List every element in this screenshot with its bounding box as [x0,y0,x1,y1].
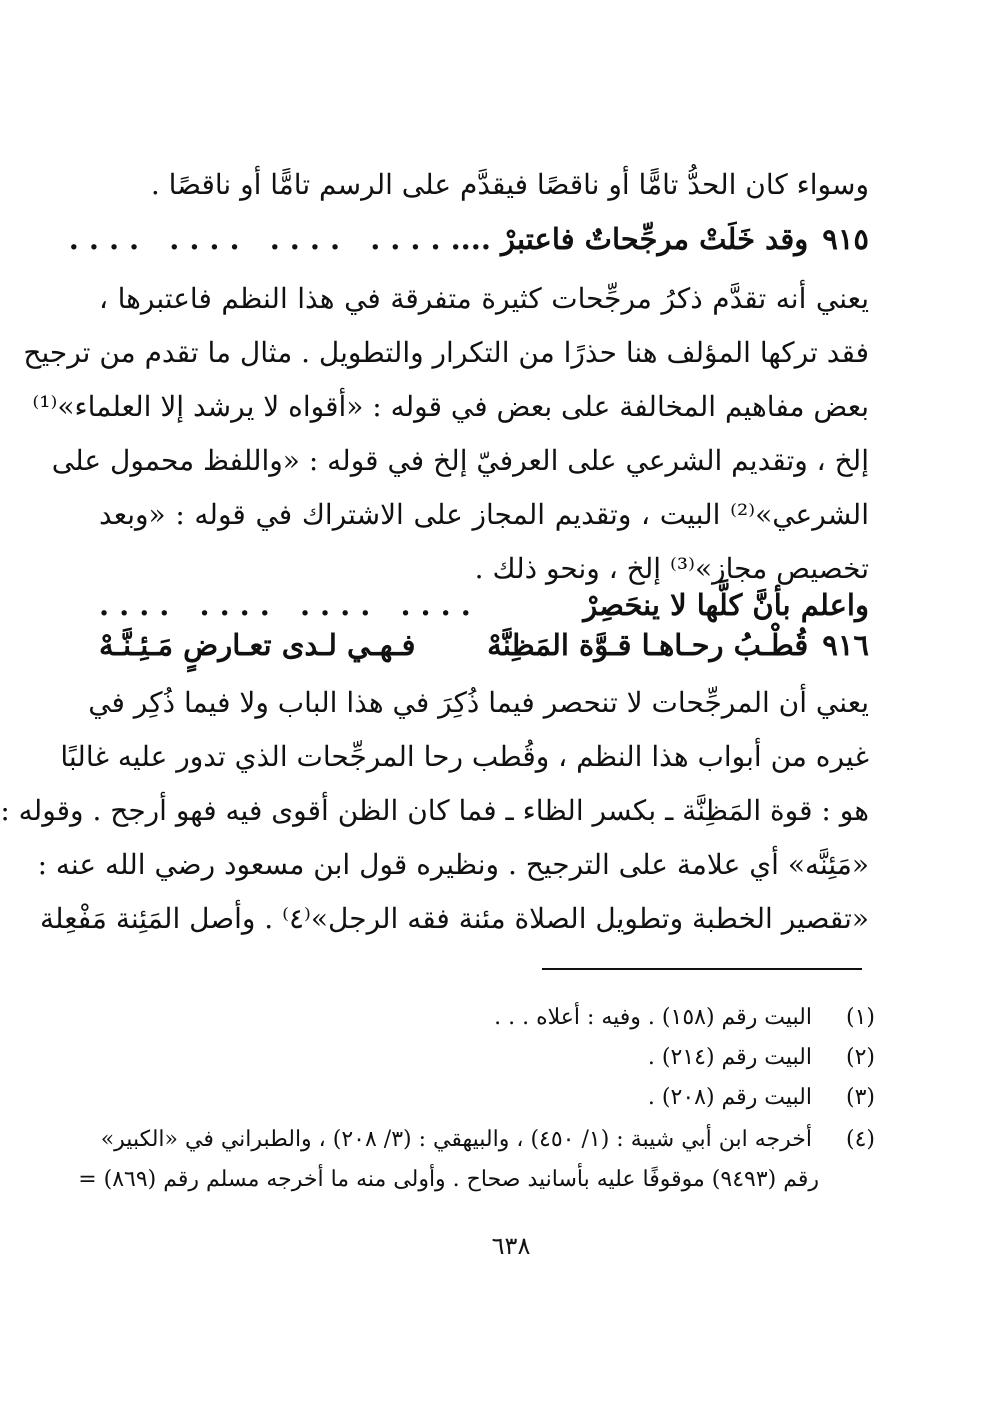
text-line: وسواء كان الحدُّ تامًّا أو ناقصًا فيقدَّم على الرسم تامًّا أو ناقصًا . [150,168,869,201]
verse-916-b [99,618,869,672]
verse-number: ٩١٦ [822,628,869,662]
footnote-text: البيت رقم (٢١٤) . [647,1045,812,1070]
text-line: الشرعي»⁽²⁾ البيت ، وتقديم المجاز على الاشتراك في قوله : «وبعد [99,498,869,531]
footnote-4-continuation [78,1160,875,1200]
verse-first-hemistich: قُطْـبُ رحـاهـا قـوَّة المَظِنَّهْ [487,628,809,662]
verse-number: ٩١٥ [822,222,869,256]
text-line: تخصيص مجاز»⁽³⁾ إلخ ، ونحو ذلك . [474,552,869,585]
verse-second-hemistich: فـهـي لـدى تعـارضٍ مَـئِـنَّـهْ [98,628,416,662]
footnote-4 [99,1120,875,1160]
text-line: «مَئِنَّه» أي علامة على الترجيح . ونظيره قول ابن مسعود رضي الله عنه : [37,848,869,881]
footnote-text: البيت رقم (٢٠٨) . [647,1085,812,1110]
verse-second-hemistich: .... .... .... .... [68,222,451,256]
footnote-3 [99,1078,875,1118]
verse-second-hemistich: .... .... .... .... [99,588,481,622]
verse-first-hemistich: وقد خَلَتْ مرجِّحاتٌ فاعتبرْ .... [450,222,809,256]
text-line: بعض مفاهيم المخالفة على بعض في قوله : «أقواه لا يرشد إلا العلماء»⁽¹⁾ [32,390,869,423]
text-line: يعني أن المرجِّحات لا تنحصر فيما ذُكِرَ في هذا الباب ولا فيما ذُكِر في [88,686,869,719]
commentary-916 [0,676,869,946]
commentary-915 [23,272,869,596]
text-line: فقد تركها المؤلف هنا حذرًا من التكرار والتطويل . مثال ما تقدم من ترجيح [23,336,869,369]
footnote-2 [99,1038,875,1078]
verse-915 [68,212,869,266]
footnote-number: (١) [845,1005,875,1030]
body-paragraph-opening [99,158,869,212]
text-line: هو : قوة المَظِنَّة ـ بكسر الظاء ـ فما كان الظن أقوى فيه فهو أرجح . وقوله : [0,794,869,827]
footnote-text: رقم (٩٤٩٣) موقوفًا عليه بأسانيد صحاح . وأولى منه ما أخرجه مسلم رقم (٨٦٩) = [78,1167,819,1192]
footnote-number: (٣) [845,1085,875,1110]
text-line: غيره من أبواب هذا النظم ، وقُطب رحا المرجِّحات الذي تدور عليه غالبًا [60,740,869,773]
page-number: ٦٣٨ [491,1232,531,1260]
verse-first-hemistich: واعلم بأنَّ كلَّها لا ينحَصِرْ [583,588,869,622]
footnote-text: أخرجه ابن أبي شيبة : (١/ ٤٥٠) ، والبيهقي : (٣/ ٢٠٨) ، والطبراني في «الكبير» [100,1127,812,1152]
footnote-text: البيت رقم (١٥٨) . وفيه : أعلاه . . . [494,1005,812,1030]
text-line: إلخ ، وتقديم الشرعي على العرفيّ إلخ في قوله : «واللفظ محمول على [51,444,869,477]
text-line: «تقصير الخطبة وتطويل الصلاة مئنة فقه الرجل»⁽٤⁾ . وأصل المَئِنة مَفْعِلة [39,902,869,935]
footnote-1 [99,998,875,1038]
footnote-number: (٢) [845,1045,875,1070]
footnote-separator [542,968,862,970]
text-line: يعني أنه تقدَّم ذكرُ مرجِّحات كثيرة متفرقة في هذا النظم فاعتبرها ، [99,282,869,315]
footnote-number: (٤) [845,1127,875,1152]
